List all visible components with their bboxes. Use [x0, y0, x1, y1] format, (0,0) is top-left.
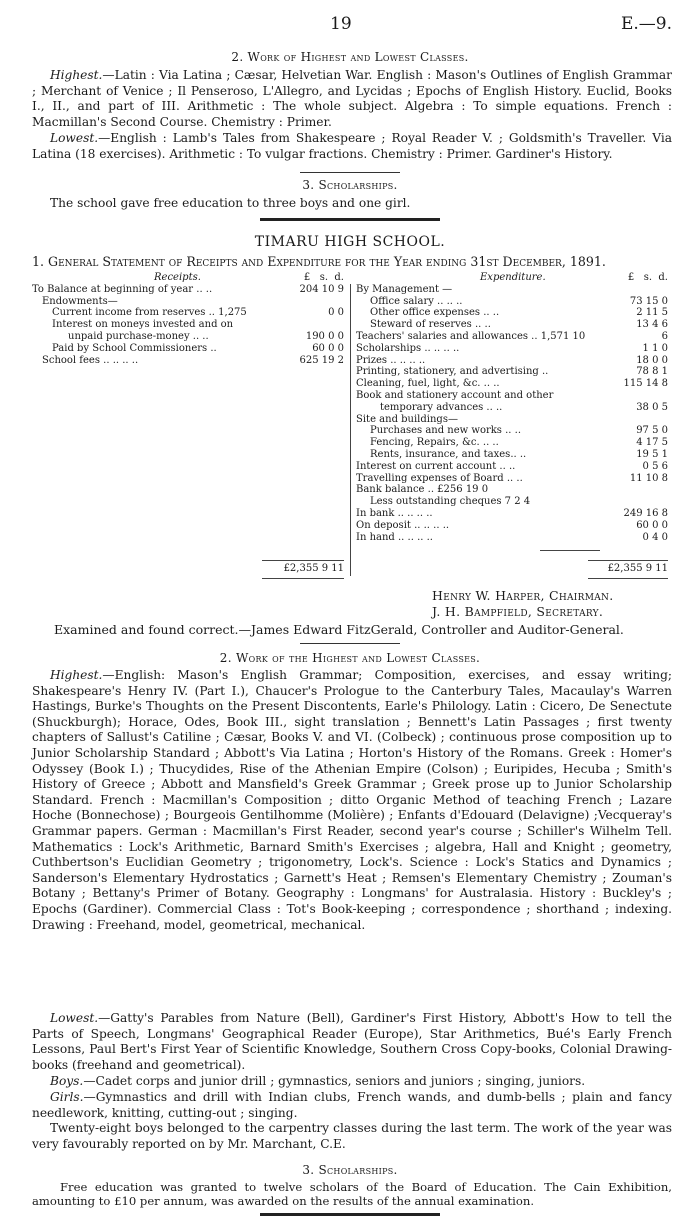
auditor-statement: Examined and found correct.—James Edward FitzGerald, Controller and Auditor-General. [54, 622, 624, 637]
carpentry-paragraph: Twenty-eight boys belonged to the carpentry classes during the last term. The work of the year was very favourably reported on by Mr. Marchant, C.E. [32, 1121, 672, 1151]
receipts-row: Endowments— [42, 295, 118, 307]
expenditure-row: Rents, insurance, and taxes.. .. 19 5 1 [370, 448, 668, 460]
expenditure-row: On deposit .. .. .. .. 60 0 0 [356, 519, 668, 531]
expenditure-total-underline [588, 578, 668, 579]
school-name: TIMARU HIGH SCHOOL. [254, 234, 446, 250]
expenditure-row: In bank .. .. .. .. 249 16 8 [356, 507, 668, 519]
highest-text: —Latin : Via Latina ; Cæsar, Helvetian War. English : Mason's Outlines of English Grammar ; Merchant of Venice ; Il Penseroso, L'Allegro, and Lycidas ; Epochs of English History. Euclid, Books I., II., and part of III. Arithmetic : The whole subject. Algebra : To simple equations. French : Macmillan's Second Course. Chemistry : Primer. [32, 68, 672, 129]
expenditure-row: Teachers' salaries and allowances .. 1,571 10 6 [356, 330, 668, 342]
expenditure-row: By Management — [356, 283, 453, 295]
receipts-row: School fees .. .. .. .. 625 19 2 [42, 354, 344, 366]
section-title-work-classes: 2. Work of Highest and Lowest Classes. [231, 50, 469, 64]
scholarships-2-paragraph: Free education was granted to twelve scholars of the Board of Education. The Cain Exhibition, amounting to £10 per annum, was awarded on the results of the annual examination. [32, 1180, 672, 1208]
lowest-class-paragraph [32, 131, 672, 162]
expenditure-column [356, 272, 668, 543]
divider [300, 643, 400, 644]
chairman-signature: Henry W. Harper, Chairman. [432, 588, 614, 603]
section-title-scholarships: 3. Scholarships. [302, 178, 398, 192]
expenditure-heading: Expenditure. [480, 272, 546, 283]
expenditure-row: In hand .. .. .. .. 0 4 0 [356, 531, 668, 543]
expenditure-row: Printing, stationery, and advertising .. 78 8 1 [356, 366, 668, 378]
receipts-row: Paid by School Commissioners .. 60 0 0 [52, 342, 344, 354]
receipts-heading: Receipts. [154, 272, 201, 283]
receipts-total-rule [262, 560, 344, 561]
divider [300, 172, 400, 173]
receipts-row: To Balance at beginning of year .. .. 204 10 9 [32, 283, 344, 295]
expenditure-row: Bank balance .. £256 19 0 [356, 484, 489, 496]
expenditure-row: Site and buildings— [356, 413, 458, 425]
expenditure-row: Purchases and new works .. .. 97 5 0 [370, 425, 668, 437]
expenditure-row: Book and stationery account and other [356, 389, 554, 401]
page-number: 19 [330, 14, 352, 34]
expenditure-row: Cleaning, fuel, light, &c. .. .. 115 14 8 [356, 378, 668, 390]
highest-text: —English: Mason's English Grammar; Composition, exercises, and essay writing; Shakespeare's Henry IV. (Part I.), Chaucer's Prologue to the Canterbury Tales, Macaulay's Warren Hastings, Burke's Thoughts on the Present Discontents, Earle's Philology. Latin : Cicero, De Senectute (Shuckburgh); Horace, Odes, Book III., sight translation ; Bennett's Latin Passages ; first twenty chapters of Sallust's Catiline ; Cæsar, Books V. and VI. (Colbeck) ; continuous prose composition up to Junior Scholarship Standard ; Abbott's Via Latina ; Horton's History of the Romans. Greek : Homer's Odyssey (Book I.) ; Thucydides, Rise of the Athenian Empire (Colson) ; Euripides, Hecuba ; Smith's History of Greece ; Abbott and Mansfield's Greek Grammar ; Greek prose up to Junior Scholarship Standard. French : Macmillan's Composition ; ditto Organic Method of teaching French ; Lazare Hoche (Bonnechose) ; Bourgeois Gentilhomme (Molière) ; Enfants d'Edouard (Delavigne) ;Vecqueray's Grammar papers. German : Macmillan's First Reader, second year's course ; Schiller's Wilhelm Tell. Mathematics : Lock's Arithmetic, Barnard Smith's Exercises ; algebra, Hall and Knight ; geometry, Cuthbertson's Euclidian Geometry ; trigonometry, Lock's. Science : Lock's Statics and Dynamics ; Sanderson's Elementary Hydrostatics ; Garnett's Heat ; Remsen's Elementary Chemistry ; Zouman's Botany ; Bettany's Primer of Botany. Geography : Longmans' for Australasia. History : Buckley's ; Epochs (Gardiner). Commercial Class : Tot's Book-keeping ; correspondence ; shorthand ; indexing. Drawing : Freehand, model, geometrical, mechanical. [32, 668, 672, 932]
expenditure-row: Other office expenses .. .. 2 11 5 [370, 307, 668, 319]
thick-divider-bottom [260, 1213, 440, 1216]
lowest-text: —English : Lamb's Tales from Shakespeare ; Royal Reader V. ; Goldsmith's Traveller. Via Latina (18 exercises). Arithmetic : To vulgar fractions. Chemistry : Primer. Gardiner's History. [32, 131, 672, 161]
expenditure-row: Office salary .. .. .. 73 15 0 [370, 295, 668, 307]
receipts-row: Current income from reserves .. 1,275 0 0 [52, 307, 344, 319]
statement-title: 1. General Statement of Receipts and Expenditure for the Year ending 31st December, 1891. [32, 254, 606, 269]
lowest-label: Lowest. [50, 131, 99, 145]
receipts-row: Interest on moneys invested and on [52, 319, 234, 331]
expenditure-currency-cols: £ s. d. [627, 272, 668, 283]
section-title-work-highest-lowest: 2. Work of the Highest and Lowest Classes. [219, 651, 481, 665]
section-title-scholarships-2: 3. Scholarships. [302, 1163, 398, 1177]
expenditure-total: £2,355 9 11 [607, 563, 668, 574]
highest-label: Highest. [50, 668, 103, 682]
expenditure-row: Interest on current account .. .. 0 5 6 [356, 460, 668, 472]
receipts-currency-cols: £ s. d. [303, 272, 344, 283]
lowest-label: Lowest. [50, 1011, 99, 1025]
receipts-row: unpaid purchase-money .. .. 190 0 0 [68, 330, 344, 342]
boys-paragraph [32, 1074, 672, 1090]
scholarships-paragraph: The school gave free education to three boys and one girl. [50, 196, 411, 210]
expenditure-row: Less outstanding cheques 7 2 4 [370, 496, 531, 508]
expenditure-row: Scholarships .. .. .. .. 1 1 0 [356, 342, 668, 354]
thick-divider [260, 218, 440, 221]
highest-label: Highest. [50, 68, 103, 82]
expenditure-row: temporary advances .. .. 38 0 5 [380, 401, 668, 413]
lowest-classes-paragraph [32, 1011, 672, 1073]
boys-label: Boys. [50, 1074, 84, 1088]
column-separator [350, 284, 351, 576]
page-reference: E.—9. [620, 14, 672, 34]
highest-classes-paragraph [32, 668, 672, 933]
expenditure-row: Fencing, Repairs, &c. .. .. 4 17 5 [370, 437, 668, 449]
girls-paragraph [32, 1090, 672, 1121]
lowest-text: —Gatty's Parables from Nature (Bell), Gardiner's First History, Abbott's How to tell the Parts of Speech, Longmans' Geographical Reader (Europe), Star Arithmetics, Bué's Early French Lessons, Paul Bert's First Year of Scientific Knowledge, Southern Cross Copy-books, Colonial Drawing-books (freehand and geometrical). [32, 1011, 672, 1072]
highest-class-paragraph [32, 68, 672, 130]
receipts-column [32, 272, 344, 366]
expenditure-total-rule [588, 560, 668, 561]
expenditure-row: Prizes .. .. .. .. 18 0 0 [356, 354, 668, 366]
bank-subtotal-rule [540, 550, 600, 551]
girls-label: Girls. [50, 1090, 84, 1104]
expenditure-row: Steward of reserves .. .. 13 4 6 [370, 319, 668, 331]
receipts-total: £2,355 9 11 [283, 563, 344, 574]
expenditure-row: Travelling expenses of Board .. .. 11 10 8 [356, 472, 668, 484]
boys-text: —Cadet corps and junior drill ; gymnastics, seniors and juniors ; singing, juniors. [83, 1074, 586, 1088]
girls-text: —Gymnastics and drill with Indian clubs, French wands, and dumb-bells ; plain and fancy needlework, knitting, cutting-out ; singing. [32, 1090, 672, 1120]
receipts-total-underline [262, 578, 344, 579]
secretary-signature: J. H. Bampfield, Secretary. [432, 604, 604, 619]
